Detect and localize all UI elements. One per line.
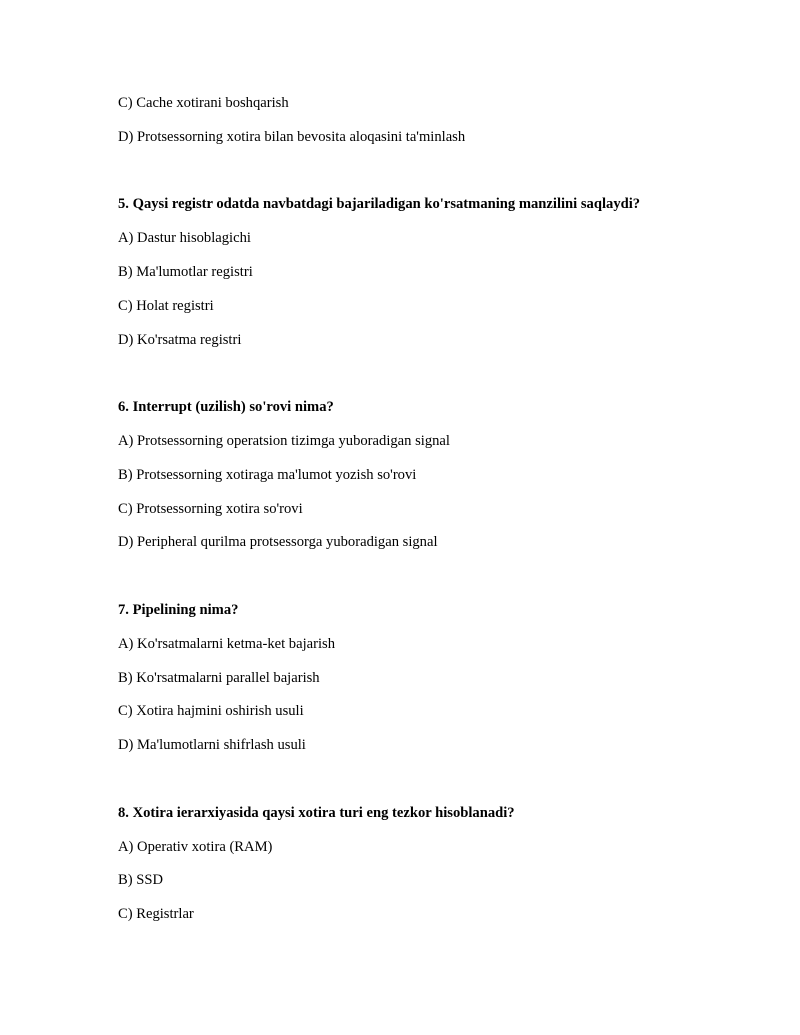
- option-b: B) SSD: [118, 872, 164, 889]
- option-b: B) Ko'rsatmalarni parallel bajarish: [118, 669, 320, 686]
- option-c: C) Registrlar: [118, 906, 194, 923]
- question-title: 5. Qaysi registr odatda navbatdagi bajariladigan ko'rsatmaning manzilini saqlaydi?: [118, 196, 641, 213]
- spacer: [118, 363, 758, 397]
- option-c: C) Protsessorning xotira so'rovi: [118, 500, 303, 517]
- option-b: B) Ma'lumotlar registri: [118, 263, 253, 280]
- option-a: A) Operativ xotira (RAM): [118, 838, 273, 855]
- spacer: [118, 161, 758, 195]
- option-c: C) Cache xotirani boshqarish: [118, 95, 289, 111]
- option-d: D) Ma'lumotlarni shifrlash usuli: [118, 737, 306, 754]
- option-a: A) Protsessorning operatsion tizimga yuboradigan signal: [118, 432, 450, 449]
- question-title: 7. Pipelining nima?: [118, 601, 239, 618]
- question-title: 8. Xotira ierarxiyasida qaysi xotira turi eng tezkor hisoblanadi?: [118, 804, 515, 821]
- document-page: [118, 93, 758, 938]
- option-d: D) Protsessorning xotira bilan bevosita aloqasini ta'minlash: [118, 128, 466, 145]
- option-a: A) Dastur hisoblagichi: [118, 230, 251, 247]
- option-c: C) Xotira hajmini oshirish usuli: [118, 703, 304, 720]
- spacer: [118, 566, 758, 600]
- option-d: D) Ko'rsatma registri: [118, 331, 242, 348]
- option-c: C) Holat registri: [118, 297, 214, 314]
- option-a: A) Ko'rsatmalarni ketma-ket bajarish: [118, 635, 335, 652]
- spacer: [118, 769, 758, 803]
- option-b: B) Protsessorning xotiraga ma'lumot yozish so'rovi: [118, 466, 417, 483]
- option-d: D) Peripheral qurilma protsessorga yuboradigan signal: [118, 534, 438, 551]
- question-title: 6. Interrupt (uzilish) so'rovi nima?: [118, 399, 334, 416]
